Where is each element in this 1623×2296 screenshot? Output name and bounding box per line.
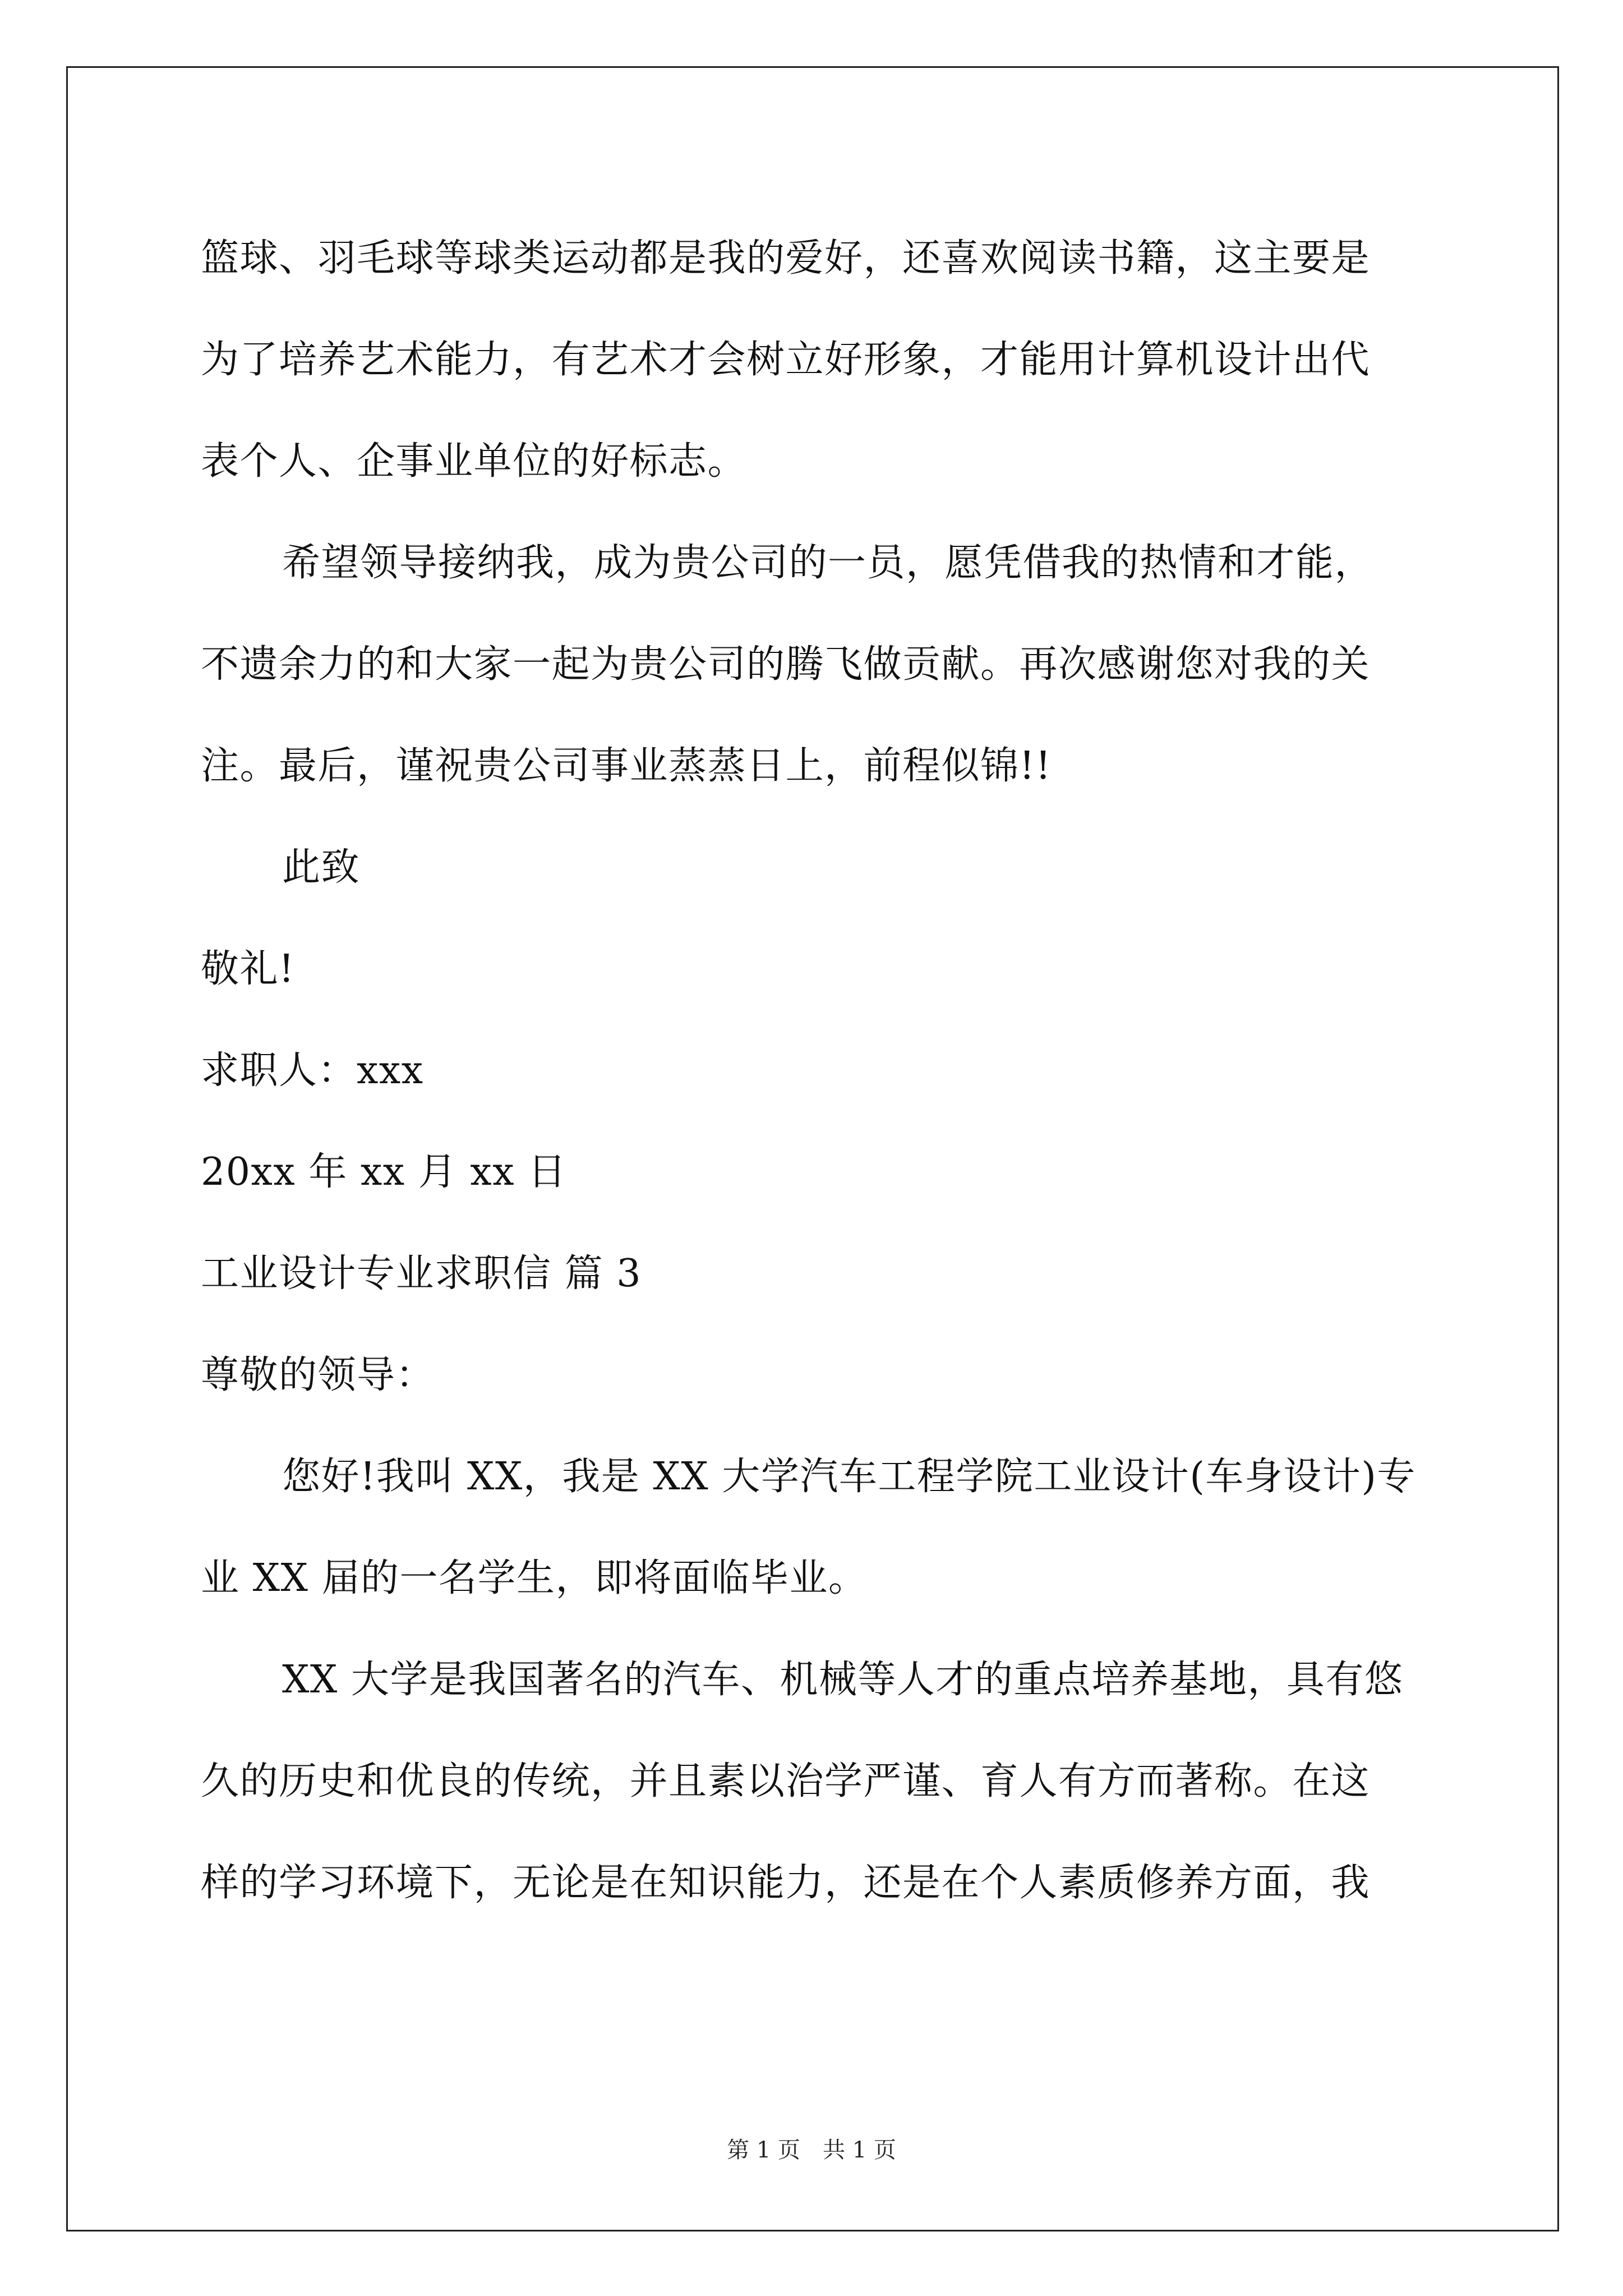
body-line: 注。最后，谨祝贵公司事业蒸蒸日上，前程似锦!! <box>201 744 1052 788</box>
body-line: 您好!我叫 XX，我是 XX 大学汽车工程学院工业设计(车身设计)专 <box>282 1455 1416 1499</box>
section-heading: 工业设计专业求职信 篇 3 <box>201 1251 642 1296</box>
closing-phrase: 此致 <box>282 845 361 890</box>
body-line: 久的历史和优良的传统，并且素以治学严谨、育人有方而著称。在这 <box>201 1759 1371 1803</box>
body-line: 不遗余力的和大家一起为贵公司的腾飞做贡献。再次感谢您对我的关 <box>201 642 1371 687</box>
body-line: XX 大学是我国著名的汽车、机械等人才的重点培养基地，具有悠 <box>282 1658 1404 1702</box>
body-line: 表个人、企事业单位的好标志。 <box>201 439 747 484</box>
body-line: 篮球、羽毛球等球类运动都是我的爱好，还喜欢阅读书籍，这主要是 <box>201 236 1371 280</box>
document-body <box>201 208 1429 1934</box>
body-line: 业 XX 届的一名学生，即将面临毕业。 <box>201 1556 868 1600</box>
salutation-closing: 敬礼! <box>201 947 295 991</box>
applicant-signature: 求职人：xxx <box>201 1048 424 1093</box>
body-line: 样的学习环境下，无论是在知识能力，还是在个人素质修养方面，我 <box>201 1861 1371 1905</box>
letter-date: 20xx 年 xx 月 xx 日 <box>201 1150 567 1194</box>
body-line: 为了培养艺术能力，有艺术才会树立好形象，才能用计算机设计出代 <box>201 338 1371 382</box>
letter-greeting: 尊敬的领导： <box>201 1353 435 1397</box>
body-line: 希望领导接纳我，成为贵公司的一员，愿凭借我的热情和才能， <box>282 541 1374 585</box>
page-number: 第 1 页 共 1 页 <box>727 2137 896 2163</box>
